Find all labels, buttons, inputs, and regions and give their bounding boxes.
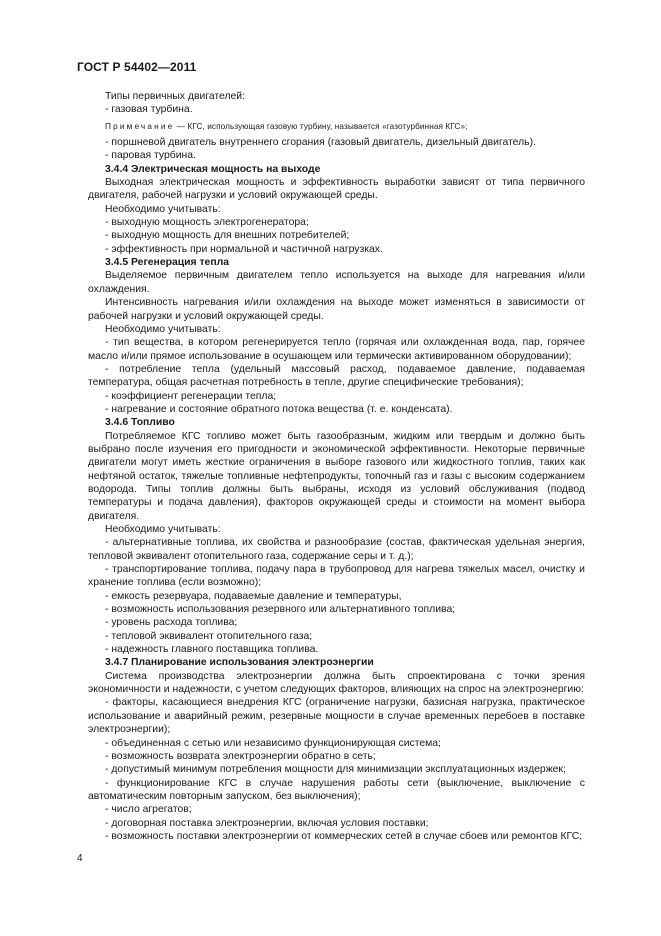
list-item: - число агрегатов; [105,804,192,816]
paragraph: Типы первичных двигателей: [105,91,245,102]
list-item: - эффективность при нормальной и частичной нагрузках. [105,243,383,255]
list-item: - транспортирование топлива, подачу пара в трубопровод для нагрева тяжелых масел, очистку и хранение топлива (если возможно); [88,564,585,589]
section-heading-3-4-5: 3.4.5 Регенерация тепла [105,257,229,269]
list-item: - тип вещества, в котором регенерируется тепло (горячая или охлажденная вода, пар, горячее масло и/или прямое использование в осушающем или термически активированном оборудовании); [88,337,585,362]
list-item: - уровень расхода топлива; [105,617,238,629]
note-text: — КГС, использующая газовую турбину, называется «газотурбинная КГС»; [174,121,468,131]
list-item: - надежность главного поставщика топлива. [105,644,319,656]
paragraph: Выходная электрическая мощность и эффективность выработки зависят от типа первичного двигателя, рабочей нагрузки и условий окружающей среды. [88,177,585,202]
list-item: - функционирование КГС в случае нарушения работы сети (выключение, выключение с автоматическим повторным запуском, без выключения); [88,777,585,802]
list-item: - возможность поставки электроэнергии от коммерческих сетей в случае сбоев или ремонтов КГС; [105,830,583,842]
list-item: - выходную мощность электрогенератора; [105,217,309,229]
section-heading-3-4-6: 3.4.6 Топливо [105,417,175,429]
note-label: Примечание [105,121,175,131]
document-header: ГОСТ Р 54402—2011 [77,60,197,74]
paragraph: Система производства электроэнергии должна быть спроектирована с точки зрения экономичности и надежности, с учетом следующих факторов, влияющих на спрос на электроэнергию: [88,670,585,696]
page-number: 4 [77,853,83,864]
list-item: - коэффициент регенерации тепла; [105,390,277,402]
list-item: - паровая турбина. [105,150,196,162]
paragraph: Интенсивность нагревания и/или охлаждения на выходе может изменяться в зависимости от рабочей нагрузки и условий окружающей среды. [88,297,585,322]
section-heading-3-4-7: 3.4.7 Планирование использования электроэнергии [105,657,374,669]
paragraph: Потребляемое КГС топливо может быть газообразным, жидким или твердым и должно быть выбрано после изучения его пригодности и экономической эффективности. Некоторые первичные двигатели могут иметь жесткие ограничения в выборе газового или жидкостного топлив, таких как нефтяной остаток, тяжелые топливные нефтепродукты, топочный газ и газы с высоким содержанием водорода. Типы топлив должны быть выбраны, исходя из условий обслуживания (подвод температуры и подача давления), факторов окружающей среды и стоимости на момент выбора двигателя. [88,430,585,522]
note [88,120,585,133]
section-heading-3-4-4: 3.4.4 Электрическая мощность на выходе [105,163,321,175]
list-item: - емкость резервуара, подаваемые давление и температуры, [105,590,402,602]
list-item: - альтернативные топлива, их свойства и разнообразие (состав, фактическая удельная энергия, тепловой эквивалент отопительного газа, содержание серы и т. д.); [88,537,585,562]
list-item: - нагревание и состояние обратного потока вещества (т. е. конденсата). [105,403,453,415]
list-item: - допустимый минимум потребления мощности для минимизации эксплуатационных издержек; [105,764,566,776]
paragraph: Необходимо учитывать: [105,203,221,215]
list-item: - тепловой эквивалент отопительного газа; [105,630,313,642]
list-item: - объединенная с сетью или независимо функционирующая система; [105,737,441,749]
list-item: - поршневой двигатель внутреннего сгорания (газовый двигатель, дизельный двигатель). [105,137,536,149]
list-item: - потребление тепла (удельный массовый расход, подаваемое давление, подаваемая температура, общая расчетная потребность в тепле, другие специфические требования); [88,363,585,389]
list-item: - договорная поставка электроэнергии, включая условия поставки; [105,817,429,829]
list-item: - возможность использования резервного или альтернативного топлива; [105,604,456,616]
list-item: - факторы, касающиеся внедрения КГС (ограничение нагрузки, базисная нагрузка, практическое использование и аварийный режим, резервные мощности в случае временных перебоев в поставке электроэнергии); [88,697,585,736]
document-body [88,90,585,843]
list-item: - возможность возврата электроэнергии обратно в сеть; [105,750,376,762]
list-item: - выходную мощность для внешних потребителей; [105,230,350,242]
list-item: - газовая турбина. [105,104,193,116]
paragraph: Выделяемое первичным двигателем тепло используется на выходе для нагревания и/или охлаждения. [88,270,585,295]
paragraph: Необходимо учитывать: [105,323,221,335]
paragraph: Необходимо учитывать: [105,524,221,535]
